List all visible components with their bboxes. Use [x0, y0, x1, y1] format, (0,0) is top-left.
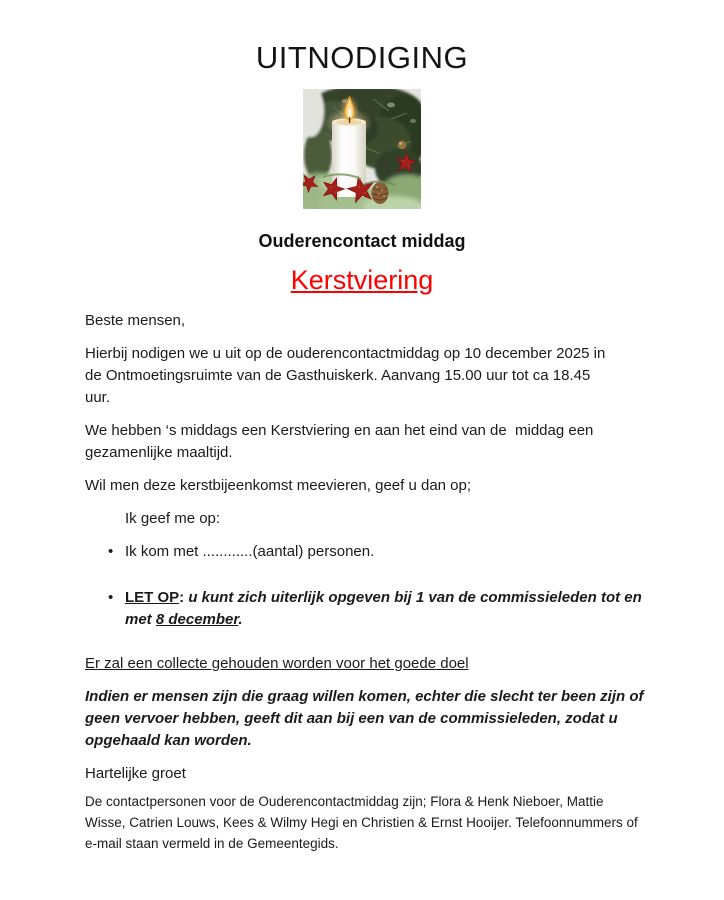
text-line: uur.: [85, 389, 111, 406]
text-line: opgehaald kan worden.: [85, 732, 252, 749]
bullet-text: Ik kom met ............(aantal) personen.: [125, 543, 375, 560]
letop-colon: :: [179, 589, 189, 606]
salutation: Beste mensen,: [85, 312, 186, 329]
register-line: Ik geef me op:: [125, 510, 221, 527]
letop-text: .: [238, 611, 243, 628]
text-line: We hebben ‘s middags een Kerstviering en aan het eind van de middag een: [85, 422, 594, 439]
paragraph-transport: [85, 686, 644, 752]
paragraph-invite: [85, 343, 640, 409]
bullet-item-deadline: [85, 587, 640, 631]
text-line: Hierbij nodigen we u uit op de ouderencontactmiddag op 10 december 2025 in: [85, 345, 606, 362]
letop-text: u kunt zich uiterlijk opgeven bij 1 van de commissieleden tot en: [188, 589, 642, 606]
text-line: [125, 609, 642, 631]
christmas-candle-photo: [303, 89, 421, 209]
letter-body: [85, 310, 644, 854]
subtitle: Ouderencontact middag: [258, 231, 466, 251]
deadline-date: 8 december: [155, 611, 239, 628]
text-line: [125, 587, 642, 609]
text-line: e-mail staan vermeld in de Gemeentegids.: [85, 836, 339, 851]
contact-info: [85, 791, 640, 854]
bullet-icon: •: [108, 543, 114, 560]
letop-label: LET OP: [125, 589, 180, 606]
text-line: de Ontmoetingsruimte van de Gasthuiskerk. Aanvang 15.00 uur tot ca 18.45: [85, 367, 591, 384]
paragraph-signup-prompt: Wil men deze kerstbijeenkomst meevieren, geef u dan op;: [85, 477, 472, 494]
text-line: Indien er mensen zijn die graag willen komen, echter die slecht ter been zijn of: [85, 688, 644, 705]
paragraph-afternoon: [85, 420, 640, 464]
text-line: Wisse, Catrien Louws, Kees & Wilmy Hegi en Christien & Ernst Hooijer. Telefoonnummers of: [85, 815, 638, 830]
bullet-text: [125, 587, 642, 631]
paragraph-collecte: Er zal een collecte gehouden worden voor het goede doel: [85, 655, 469, 672]
letop-text: met: [125, 611, 156, 628]
page-title: UITNODIGING: [255, 40, 469, 75]
text-line: De contactpersonen voor de Ouderencontactmiddag zijn; Flora & Henk Nieboer, Mattie: [85, 794, 604, 809]
closing: Hartelijke groet: [85, 765, 186, 782]
text-line: gezamenlijke maaltijd.: [85, 444, 233, 461]
bullet-icon: •: [108, 589, 114, 606]
text-line: geen vervoer hebben, geeft dit aan bij een van de commissieleden, zodat u: [85, 710, 618, 727]
bullet-item-attendance: [85, 541, 640, 563]
invitation-document: [0, 40, 724, 900]
event-title: Kerstviering: [290, 265, 434, 295]
